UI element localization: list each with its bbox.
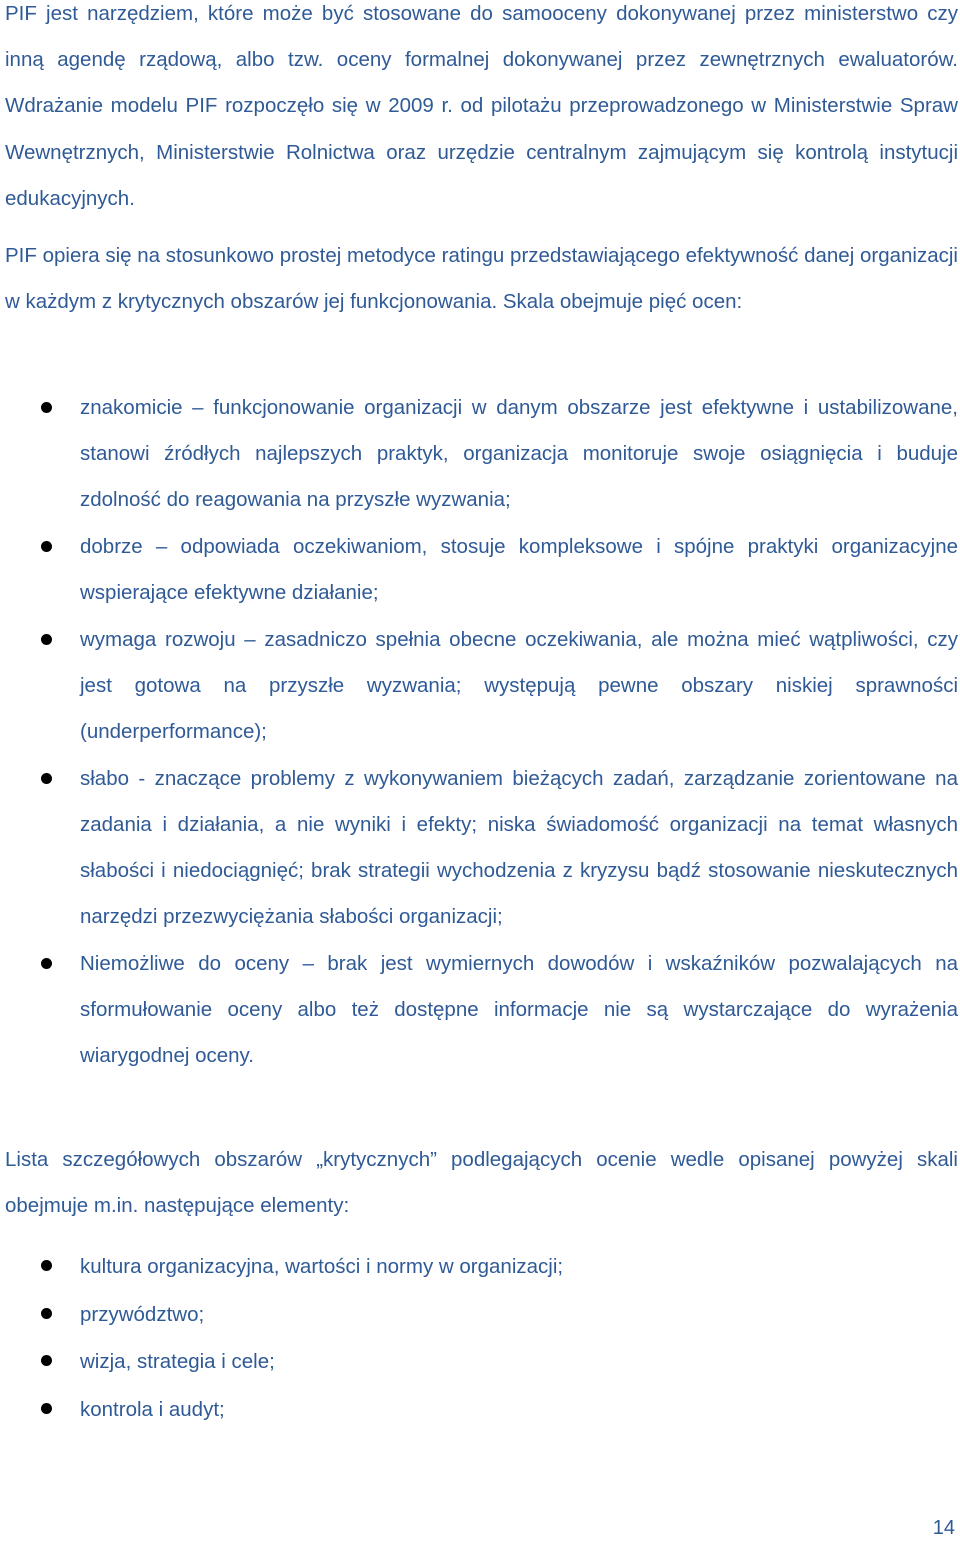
list-item	[0, 617, 958, 755]
rating-scale-list	[0, 385, 960, 1080]
bullet-icon	[41, 634, 52, 645]
bullet-icon	[41, 1355, 52, 1366]
area-text: wizja, strategia i cele;	[80, 1350, 275, 1373]
paragraph-pif-intro: PIF jest narzędziem, które może być stosowane do samooceny dokonywanej przez ministerstwo czy inną agendę rządową, albo tzw. oceny formalnej dokonywanej przez zewnętrznych ewaluatorów. Wdrażanie modelu PIF rozpoczęło się w 2009 r. od pilotażu przeprowadzonego w Ministerstwie Spraw Wewnętrznych, Ministerstwie Rolnictwa oraz urzędzie centralnym zajmującym się kontrolą instytucji edukacyjnych.	[5, 2, 958, 210]
bullet-icon	[41, 958, 52, 969]
rating-text: dobrze – odpowiada oczekiwaniom, stosuje kompleksowe i spójne praktyki organizacyjne wspierające efektywne działanie;	[80, 535, 958, 604]
critical-areas-list	[0, 1243, 960, 1433]
rating-text: Niemożliwe do oceny – brak jest wymiernych dowodów i wskaźników pozwalających na sformułowanie oceny albo też dostępne informacje nie są wystarczające do wyrażenia wiarygodnej oceny.	[80, 952, 958, 1067]
bullet-icon	[41, 773, 52, 784]
page-number: 14	[932, 1517, 955, 1539]
list-item	[0, 941, 958, 1079]
list-item	[0, 1338, 958, 1386]
paragraph-pif-method: PIF opiera się na stosunkowo prostej metodyce ratingu przedstawiającego efektywność danej organizacji w każdym z krytycznych obszarów jej funkcjonowania. Skala obejmuje pięć ocen:	[5, 244, 958, 313]
list-item	[0, 756, 958, 940]
area-text: przywództwo;	[80, 1302, 205, 1326]
list-item	[0, 524, 958, 616]
bullet-icon	[41, 1260, 52, 1271]
list-item	[0, 1291, 958, 1339]
rating-text: znakomicie – funkcjonowanie organizacji w danym obszarze jest efektywne i ustabilizowane, stanowi źródłych najlepszych praktyk, organizacja monitoruje swoje osiągnięcia i buduje zdolność do reagowania na przyszłe wyzwania;	[80, 396, 958, 511]
rating-text: wymaga rozwoju – zasadniczo spełnia obecne oczekiwania, ale można mieć wątpliwości, czy jest gotowa na przyszłe wyzwania; występują pewne obszary niskiej sprawności (underperformance);	[80, 628, 958, 743]
bullet-icon	[41, 402, 52, 413]
rating-text: słabo - znaczące problemy z wykonywaniem bieżących zadań, zarządzanie zorientowane na zadania i działania, a nie wyniki i efekty; niska świadomość organizacji na temat własnych słabości i niedociągnięć; brak strategii wychodzenia z kryzysu bądź stosowanie nieskutecznych narzędzi przezwyciężania słabości organizacji;	[80, 767, 958, 928]
area-text: kontrola i audyt;	[80, 1397, 225, 1421]
bullet-icon	[41, 541, 52, 552]
list-item	[0, 1243, 958, 1291]
bullet-icon	[41, 1308, 52, 1319]
list-item	[0, 385, 958, 523]
list-item	[0, 1386, 958, 1434]
bullet-icon	[41, 1403, 52, 1414]
area-text: kultura organizacyjna, wartości i normy w organizacji;	[80, 1255, 564, 1278]
paragraph-critical-areas: Lista szczegółowych obszarów „krytycznych” podlegających ocenie wedle opisanej powyżej skali obejmuje m.in. następujące elementy:	[5, 1148, 958, 1217]
